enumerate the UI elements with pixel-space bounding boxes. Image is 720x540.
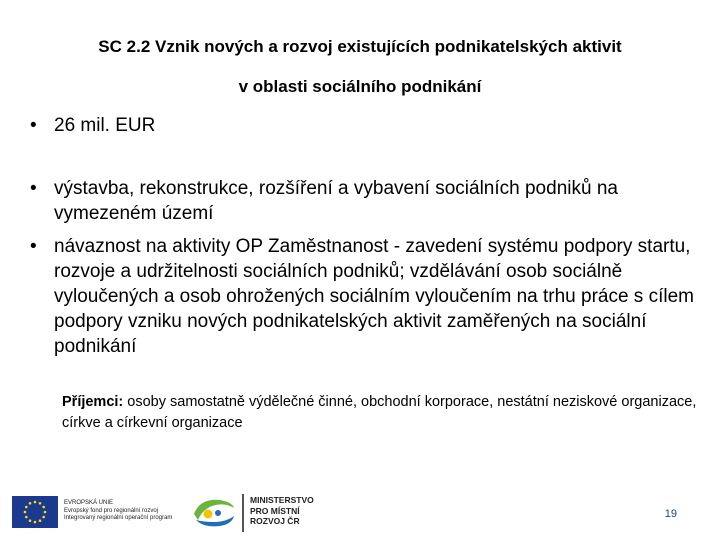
bullet-icon: • <box>30 236 37 257</box>
eu-caption-line: Evropský fond pro regionální rozvoj <box>64 507 159 514</box>
ministry-swoosh-icon <box>190 494 236 532</box>
recipients-label: Příjemci: <box>62 394 124 410</box>
ministry-logo-icon <box>190 494 236 532</box>
bullet-text: 26 mil. EUR <box>54 115 156 136</box>
recipients-text: osoby samostatně výdělečné činné, obchodní korporace, nestátní neziskové organizace, církve a církevní organizace <box>62 394 697 431</box>
ministry-caption <box>250 495 314 527</box>
slide-title-line-1: SC 2.2 Vznik nových a rozvoj existujících podnikatelských aktivit <box>98 37 622 56</box>
eu-stars-icon <box>12 496 58 528</box>
logo-divider <box>242 494 244 532</box>
eu-caption-line: EVROPSKÁ UNIE <box>64 500 114 506</box>
eu-caption <box>64 500 184 523</box>
footer <box>0 490 720 540</box>
bullet-text: návaznost na aktivity OP Zaměstnanost - zavedení systému podpory startu, rozvoje a udržitelnosti sociálních podniků; vzdělávání osob sociálně vyloučených a osob ohrožených sociálním vyloučením na trhu práce s cílem podpory vzniku nových podnikatelských aktivit zaměřených na sociální podnikání <box>54 236 694 357</box>
bullet-icon: • <box>30 178 37 199</box>
bullet-text: výstavba, rekonstrukce, rozšíření a vybavení sociálních podniků na vymezeném území <box>54 178 618 224</box>
ministry-caption-line: ROZVOJ ČR <box>250 516 300 526</box>
bullet-icon: • <box>30 115 37 136</box>
slide-title-line-2: v oblasti sociálního podnikání <box>238 77 482 96</box>
page-number: 19 <box>664 508 677 520</box>
recipients-note <box>62 392 702 434</box>
eu-caption-line: Integrovaný regionální operační program <box>64 515 173 521</box>
ministry-caption-line: MINISTERSTVO <box>250 495 314 505</box>
ministry-caption-line: PRO MÍSTNÍ <box>250 505 300 516</box>
eu-flag-icon <box>12 496 58 528</box>
